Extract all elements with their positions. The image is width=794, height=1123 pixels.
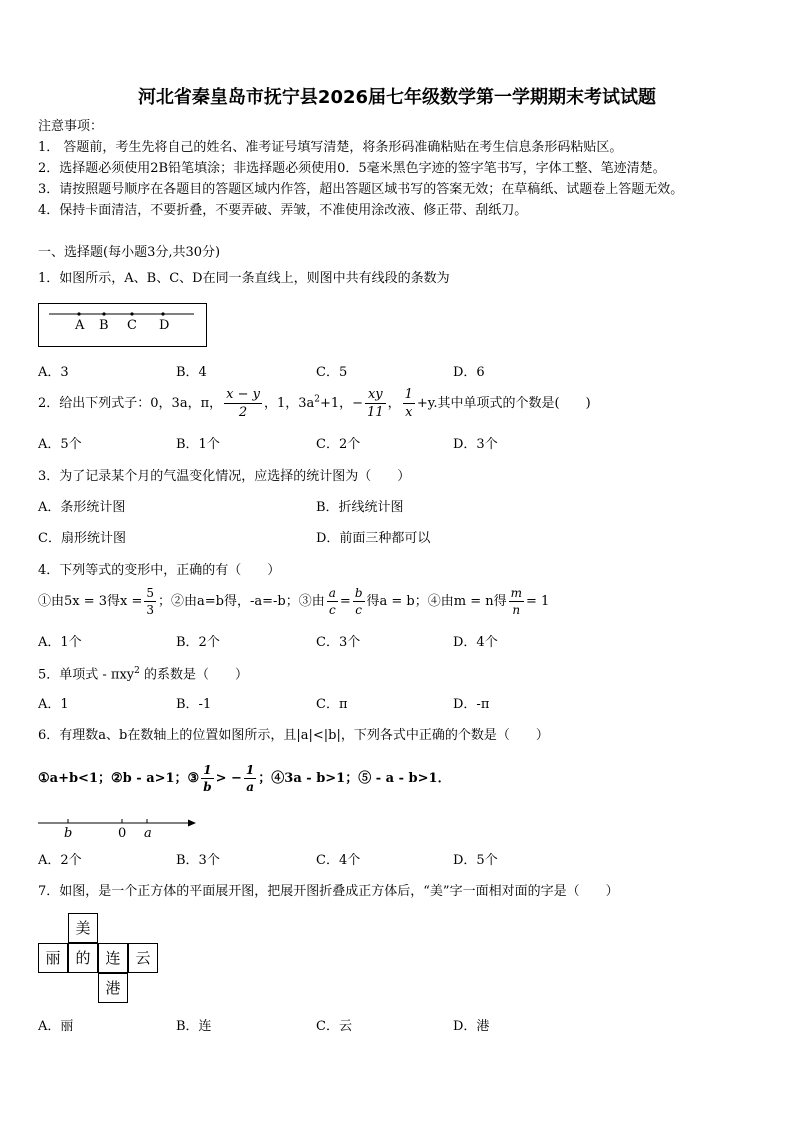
q4-stem: 4．下列等式的变形中，正确的有（ ） [38,563,281,578]
notice-item-4: 4．保持卡面清洁，不要折叠，不要弄破、弄皱，不准使用涂改液、修正带、刮纸刀。 [38,203,528,218]
notice-item-1: 1． 答题前，考生先将自己的姓名、准考证号填写清楚，将条形码准确粘贴在考生信息条形码粘贴区。 [38,140,623,155]
q2-prefix: 2．给出下列式子：0，3a，π， [38,396,223,411]
q4-part-2: ；②由a=b得，-a=-b；③由 [158,594,325,609]
q7-option-a[interactable]: A．丽 [38,1019,74,1034]
q6-fraction-2 [244,764,256,793]
q2-fraction-3 [403,388,415,419]
q7-cell-li: 丽 [38,943,68,973]
q4-fraction-4-num: m [510,586,522,600]
q6-option-c[interactable]: C．4个 [316,853,361,868]
q4-option-c[interactable]: C．3个 [316,635,361,650]
q2-fraction-2-num: xy [367,387,383,402]
q4-option-b[interactable]: B．2个 [176,635,220,650]
q6-label-0: 0 [118,826,127,841]
q6-fraction-2-den: a [244,778,256,793]
q7-cell-mei: 美 [68,913,98,943]
q4-option-a[interactable]: A．1个 [38,635,82,650]
q2-fraction-2 [365,388,386,419]
q5-option-d[interactable]: D．-π [453,697,490,712]
q5-option-a[interactable]: A．1 [38,697,69,712]
q2-option-a[interactable]: A．5个 [38,437,82,452]
q6-fraction-2-num: 1 [245,763,255,777]
q4-fraction-4 [509,587,524,616]
q1-option-d[interactable]: D．6 [453,365,485,380]
q7-stem: 7．如图，是一个正方体的平面展开图，把展开图折叠成正方体后，“美”字一面相对面的字是（ ） [38,884,619,899]
q1-line-svg [39,304,206,346]
q4-fraction-2-den: c [327,601,338,616]
q3-option-d[interactable]: D．前面三种都可以 [316,531,431,546]
q2-mid-2: ， [387,396,401,411]
q4-statements [38,587,549,616]
q5-option-c[interactable]: C．π [316,697,348,712]
q1-label-d: D [159,318,170,333]
q2-option-d[interactable]: D．3个 [453,437,498,452]
q6-part-2: ；④3a - b>1；⑤ - a - b>1． [258,771,451,786]
q4-fraction-1 [144,587,156,616]
q1-point-c [130,312,133,315]
q5-option-b[interactable]: B．-1 [176,697,212,712]
q1-option-c[interactable]: C．5 [316,365,348,380]
q1-point-b [102,312,105,315]
q2-fraction-1-num: x − y [226,387,260,402]
notice-item-3: 3．请按照题号顺序在各题目的答题区域内作答，超出答题区域书写的答案无效；在草稿纸、试题卷上答题无效。 [38,182,684,197]
q7-cell-de: 的 [68,943,98,973]
q4-fraction-4-den: n [509,601,524,616]
q5-stem-b: 的系数是（ ） [139,667,249,683]
q6-statements [38,764,451,793]
q6-part-1: ①a+b<1；②b - a>1；③ [38,771,200,786]
notice-heading: 注意事项： [38,119,104,134]
q6-option-b[interactable]: B．3个 [176,853,220,868]
section-heading: 一、选择题(每小题3分,共30分) [38,245,221,260]
q6-label-b: b [64,826,73,841]
q2-mid-1-tail: +1，− [319,396,364,411]
q4-part-4: = 1 [525,594,550,609]
q6-compare: > − [215,771,242,786]
q4-fraction-3 [353,587,365,616]
q4-part-1: ①由5x = 3得x = [38,594,143,609]
q1-label-c: C [127,318,137,333]
q2-fraction-2-den: 11 [367,405,384,420]
q4-fraction-2-num: a [328,586,336,600]
q4-fraction-1-num: 5 [146,586,155,600]
q3-option-a[interactable]: A．条形统计图 [38,500,126,515]
q1-label-a: A [75,318,85,333]
q6-axis-arrow [188,820,196,827]
page-title: 河北省秦皇岛市抚宁县2026届七年级数学第一学期期末考试试题 [137,87,657,108]
q1-stem: 1．如图所示，A、B、C、D在同一条直线上，则图中共有线段的条数为 [38,271,450,286]
q3-option-b[interactable]: B．折线统计图 [316,500,404,515]
q7-cell-gang: 港 [98,973,128,1003]
q6-option-a[interactable]: A．2个 [38,853,82,868]
q2-option-c[interactable]: C．2个 [316,437,361,452]
q1-option-a[interactable]: A．3 [38,365,69,380]
q6-fraction-1-den: b [203,780,212,794]
q1-label-b: B [99,318,109,333]
q2-suffix: +y.其中单项式的个数是( ) [416,396,591,411]
q6-fraction-1-num: 1 [203,763,212,777]
q1-point-a [77,312,80,315]
q1-option-b[interactable]: B．4 [176,365,207,380]
q5-exponent: 2 [134,666,140,676]
q7-cell-lian: 连 [98,943,128,973]
q5-stem [38,667,248,681]
q2-mid-1: ，1，3a [263,396,315,411]
q3-option-c[interactable]: C．扇形统计图 [38,531,126,546]
q6-option-d[interactable]: D．5个 [453,853,498,868]
q2-stem [38,388,591,419]
q7-cell-yun: 云 [128,943,158,973]
q2-fraction-3-num: 1 [404,387,413,402]
q4-fraction-3-den: c [353,601,365,616]
q4-fraction-3-num: b [354,586,363,600]
q2-fraction-1-den: 2 [224,403,262,419]
q2-exponent: 2 [314,394,320,405]
q4-fraction-1-den: 3 [146,603,155,617]
q6-stem: 6．有理数a、b在数轴上的位置如图所示，且|a|<|b|，下列各式中正确的个数是（ ） [38,728,549,743]
q4-equals: = [339,594,351,609]
q3-stem: 3．为了记录某个月的气温变化情况，应选择的统计图为（ ） [38,469,411,484]
q1-point-d [161,312,164,315]
q7-option-d[interactable]: D．港 [453,1019,490,1034]
q5-stem-a: 5．单项式 - πxy [38,667,135,683]
q4-part-3: 得a = b；④由m = n得 [366,594,507,609]
q1-figure [38,303,207,347]
q6-label-a: a [144,826,152,841]
q2-option-b[interactable]: B．1个 [176,437,220,452]
q7-option-c[interactable]: C．云 [316,1019,352,1034]
q4-fraction-2 [327,587,338,616]
q6-fraction-1 [201,764,213,793]
q7-option-b[interactable]: B．连 [176,1019,212,1034]
q2-fraction-1 [224,388,262,419]
q2-fraction-3-den: x [403,403,415,419]
q4-option-d[interactable]: D．4个 [453,635,498,650]
notice-item-2: 2．选择题必须使用2B铅笔填涂；非选择题必须使用0．5毫米黑色字迹的签字笔书写，字体工整、笔迹清楚。 [38,161,666,176]
